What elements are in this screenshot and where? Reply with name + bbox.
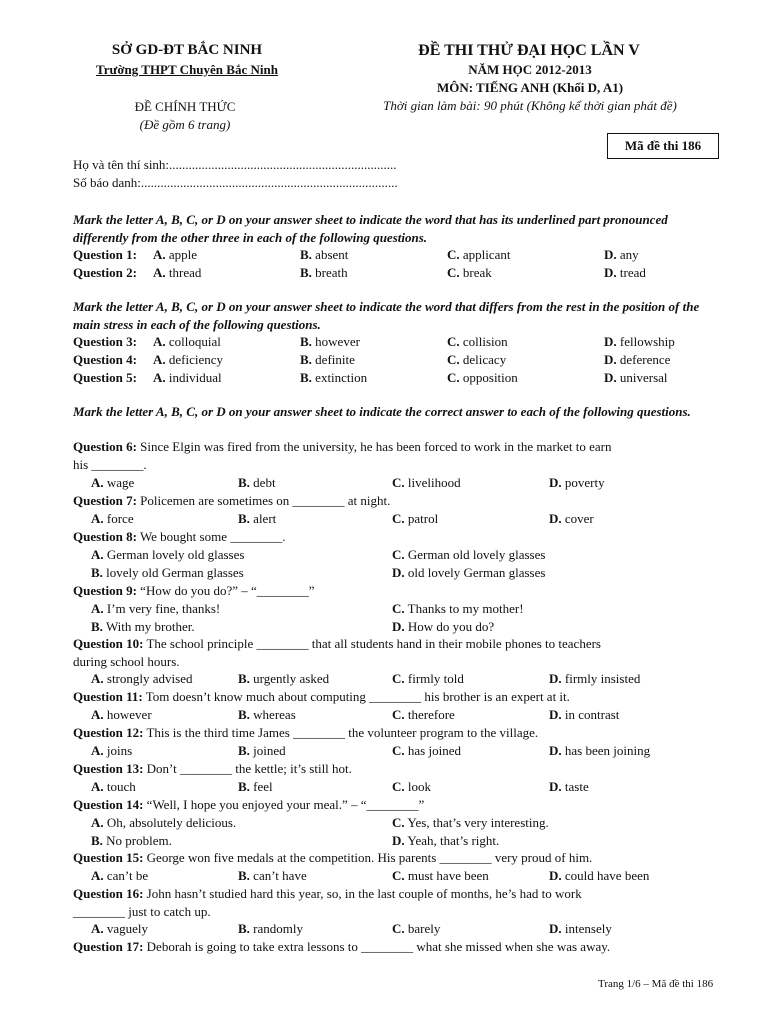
q2-option-b[interactable] <box>300 264 348 282</box>
option-letter: C. <box>392 547 405 562</box>
option-letter: A. <box>91 601 104 616</box>
q13-option-d[interactable] <box>549 778 589 796</box>
q6-option-b[interactable] <box>238 474 276 492</box>
option-text: cover <box>564 511 594 526</box>
q4-option-c[interactable] <box>447 351 506 369</box>
question-number: Question 11: <box>73 689 143 704</box>
q16-option-b[interactable] <box>238 920 303 938</box>
question-10-cont: during school hours. <box>73 654 180 669</box>
q15-option-b[interactable] <box>238 867 307 885</box>
question-6-cont: his ________. <box>73 457 147 472</box>
q12-option-b[interactable] <box>238 742 286 760</box>
q4-option-d[interactable] <box>604 351 670 369</box>
option-text: tread <box>619 265 646 280</box>
q3-option-b[interactable] <box>300 333 360 351</box>
option-letter: D. <box>549 707 562 722</box>
option-text: Thanks to my mother! <box>407 601 524 616</box>
q16-option-c[interactable] <box>392 920 440 938</box>
q7-option-c[interactable] <box>392 510 438 528</box>
q11-option-c[interactable] <box>392 706 455 724</box>
q13-option-c[interactable] <box>392 778 431 796</box>
q12-option-a[interactable] <box>91 742 132 760</box>
option-letter: A. <box>91 868 104 883</box>
option-letter: D. <box>549 743 562 758</box>
q1-option-a[interactable] <box>153 246 197 264</box>
option-letter: B. <box>238 707 250 722</box>
question-text: We bought some ________. <box>139 529 286 544</box>
option-letter: C. <box>447 265 460 280</box>
option-text: individual <box>168 370 222 385</box>
q7-option-a[interactable] <box>91 510 134 528</box>
option-text: alert <box>253 511 277 526</box>
option-text: colloquial <box>168 334 221 349</box>
option-letter: D. <box>392 619 405 634</box>
question-1 <box>73 246 137 264</box>
question-14 <box>73 796 424 814</box>
option-letter: B. <box>238 743 250 758</box>
option-letter: B. <box>300 370 312 385</box>
q15-option-d[interactable] <box>549 867 649 885</box>
option-text: thread <box>168 265 202 280</box>
subject: MÔN: TIẾNG ANH (Khối D, A1) <box>436 80 624 95</box>
option-letter: C. <box>392 921 405 936</box>
option-text: has been joining <box>564 743 651 758</box>
option-text: whereas <box>253 707 296 722</box>
school-year: NĂM HỌC 2012-2013 <box>468 62 592 77</box>
question-11 <box>73 688 570 706</box>
option-letter: C. <box>392 743 405 758</box>
option-text: in contrast <box>564 707 620 722</box>
option-text: definite <box>315 352 355 367</box>
q4-option-b[interactable] <box>300 351 355 369</box>
option-text: lovely old German glasses <box>106 565 244 580</box>
option-text: can’t have <box>253 868 307 883</box>
option-text: old lovely German glasses <box>407 565 546 580</box>
q2-option-c[interactable] <box>447 264 492 282</box>
question-3 <box>73 333 137 351</box>
q15-option-c[interactable] <box>392 867 489 885</box>
option-text: I’m very fine, thanks! <box>106 601 221 616</box>
option-letter: C. <box>447 370 460 385</box>
option-text: patrol <box>407 511 439 526</box>
option-letter: D. <box>604 247 617 262</box>
option-letter: A. <box>91 815 104 830</box>
q9-option-b[interactable] <box>91 618 195 636</box>
option-letter: B. <box>91 833 103 848</box>
option-text: however <box>315 334 360 349</box>
question-number: Question 12: <box>73 725 144 740</box>
question-number: Question 17: <box>73 939 144 954</box>
option-text: could have been <box>564 868 650 883</box>
option-text: barely <box>407 921 441 936</box>
option-letter: D. <box>549 921 562 936</box>
option-text: break <box>462 265 492 280</box>
q10-option-c[interactable] <box>392 670 464 688</box>
option-text: however <box>106 707 152 722</box>
option-letter: C. <box>392 671 405 686</box>
q16-option-d[interactable] <box>549 920 612 938</box>
q11-option-a[interactable] <box>91 706 152 724</box>
question-number: Question 10: <box>73 636 144 651</box>
q5-option-a[interactable] <box>153 369 222 387</box>
q11-option-b[interactable] <box>238 706 296 724</box>
option-letter: A. <box>91 921 104 936</box>
option-letter: C. <box>447 247 460 262</box>
option-letter: A. <box>91 475 104 490</box>
question-number: Question 8: <box>73 529 137 544</box>
q9-option-d[interactable] <box>392 618 494 636</box>
q5-option-b[interactable] <box>300 369 367 387</box>
option-text: German old lovely glasses <box>407 547 546 562</box>
q13-option-a[interactable] <box>91 778 136 796</box>
q13-option-b[interactable] <box>238 778 273 796</box>
option-text: look <box>407 779 432 794</box>
question-10 <box>73 635 601 653</box>
q6-option-d[interactable] <box>549 474 605 492</box>
option-letter: C. <box>392 868 405 883</box>
question-number: Question 15: <box>73 850 144 865</box>
q12-option-d[interactable] <box>549 742 650 760</box>
q5-option-c[interactable] <box>447 369 518 387</box>
q1-option-d[interactable] <box>604 246 639 264</box>
option-text: apple <box>168 247 198 262</box>
q11-option-d[interactable] <box>549 706 619 724</box>
option-letter: C. <box>447 334 460 349</box>
instruction-stress: Mark the letter A, B, C, or D on your answer sheet to indicate the word that differs from the rest in the position of the main stress in each of the following questions. <box>73 299 700 332</box>
option-letter: D. <box>604 265 617 280</box>
official-label: ĐỀ CHÍNH THỨC <box>134 99 236 114</box>
question-text: Tom doesn’t know much about computing ________ his brother is an expert at it. <box>145 689 570 704</box>
option-letter: B. <box>300 334 312 349</box>
option-letter: B. <box>238 921 250 936</box>
option-text: force <box>106 511 134 526</box>
option-letter: B. <box>300 352 312 367</box>
option-letter: B. <box>91 565 103 580</box>
instruction-correct-answer: Mark the letter A, B, C, or D on your answer sheet to indicate the correct answer to each of the following questions. <box>73 404 691 419</box>
option-letter: B. <box>238 475 250 490</box>
option-text: German lovely old glasses <box>106 547 245 562</box>
time-allowed: Thời gian làm bài: 90 phút (Không kể thời gian phát đề) <box>383 98 677 113</box>
q6-option-a[interactable] <box>91 474 134 492</box>
option-letter: C. <box>392 475 405 490</box>
q4-option-a[interactable] <box>153 351 223 369</box>
question-16 <box>73 885 582 903</box>
school-name: Trường THPT Chuyên Bắc Ninh <box>96 62 278 77</box>
option-text: breath <box>315 265 348 280</box>
exam-code-box: Mã đề thi 186 <box>607 133 719 159</box>
option-letter: D. <box>549 475 562 490</box>
question-text: Deborah is going to take extra lessons to ________ what she missed when she was away. <box>146 939 611 954</box>
q2-option-a[interactable] <box>153 264 201 282</box>
question-text: This is the third time James ________ the volunteer program to the village. <box>146 725 539 740</box>
q8-option-a[interactable] <box>91 546 244 564</box>
option-letter: A. <box>91 779 104 794</box>
option-letter: A. <box>91 707 104 722</box>
option-text: strongly advised <box>106 671 193 686</box>
option-text: joined <box>253 743 286 758</box>
question-text: George won five medals at the competition. His parents ________ very proud of him. <box>146 850 593 865</box>
option-text: randomly <box>253 921 303 936</box>
q9-option-a[interactable] <box>91 600 220 618</box>
q7-option-d[interactable] <box>549 510 594 528</box>
option-letter: D. <box>549 511 562 526</box>
option-letter: D. <box>604 334 617 349</box>
question-6 <box>73 438 612 456</box>
option-letter: C. <box>392 511 405 526</box>
option-text: urgently asked <box>253 671 330 686</box>
question-12 <box>73 724 538 742</box>
q16-option-a[interactable] <box>91 920 148 938</box>
q10-option-a[interactable] <box>91 670 192 688</box>
question-4 <box>73 351 137 369</box>
option-letter: B. <box>300 265 312 280</box>
q8-option-d[interactable] <box>392 564 545 582</box>
option-text: extinction <box>315 370 368 385</box>
candidate-id-field[interactable]: Số báo danh:............................................................................... <box>73 175 398 190</box>
q7-option-b[interactable] <box>238 510 276 528</box>
option-letter: D. <box>549 868 562 883</box>
q3-option-d[interactable] <box>604 333 675 351</box>
option-text: touch <box>106 779 136 794</box>
page-footer: Trang 1/6 – Mã đề thi 186 <box>598 978 714 990</box>
option-text: Yes, that’s very interesting. <box>407 815 549 830</box>
option-letter: B. <box>238 779 250 794</box>
option-letter: B. <box>238 511 250 526</box>
option-text: livelihood <box>407 475 461 490</box>
q2-option-d[interactable] <box>604 264 646 282</box>
option-letter: A. <box>153 265 166 280</box>
option-text: firmly insisted <box>564 671 641 686</box>
option-letter: B. <box>300 247 312 262</box>
option-letter: D. <box>392 565 405 580</box>
question-17 <box>73 938 610 956</box>
candidate-name-field[interactable]: Họ và tên thí sinh:...................................................................... <box>73 157 397 172</box>
q15-option-a[interactable] <box>91 867 148 885</box>
q10-option-d[interactable] <box>549 670 640 688</box>
option-letter: A. <box>91 511 104 526</box>
question-number: Question 7: <box>73 493 137 508</box>
question-text: Policemen are sometimes on ________ at night. <box>140 493 391 508</box>
option-text: With my brother. <box>105 619 195 634</box>
q10-option-b[interactable] <box>238 670 329 688</box>
question-text: Don’t ________ the kettle; it’s still hot. <box>146 761 352 776</box>
question-number: Question 5: <box>73 370 137 385</box>
option-letter: B. <box>238 671 250 686</box>
question-number: Question 6: <box>73 439 137 454</box>
question-2 <box>73 264 137 282</box>
option-text: delicacy <box>462 352 507 367</box>
q14-option-b[interactable] <box>91 832 172 850</box>
option-text: must have been <box>407 868 489 883</box>
question-number: Question 14: <box>73 797 144 812</box>
option-letter: A. <box>91 671 104 686</box>
question-5 <box>73 369 137 387</box>
option-text: therefore <box>407 707 455 722</box>
option-text: fellowship <box>619 334 675 349</box>
option-letter: B. <box>238 868 250 883</box>
question-15 <box>73 849 592 867</box>
question-text: “Well, I hope you enjoyed your meal.” – “________” <box>146 797 425 812</box>
option-text: No problem. <box>106 833 172 848</box>
question-13 <box>73 760 352 778</box>
question-7 <box>73 492 390 510</box>
option-text: opposition <box>462 370 518 385</box>
option-letter: C. <box>392 815 405 830</box>
option-letter: C. <box>392 601 405 616</box>
q8-option-b[interactable] <box>91 564 244 582</box>
option-text: How do you do? <box>407 619 495 634</box>
question-number: Question 13: <box>73 761 144 776</box>
q14-option-a[interactable] <box>91 814 236 832</box>
q8-option-c[interactable] <box>392 546 545 564</box>
question-text: John hasn’t studied hard this year, so, in the last couple of months, he’s had to work <box>146 886 582 901</box>
option-text: poverty <box>564 475 605 490</box>
page-count-note: (Đề gồm 6 trang) <box>139 117 231 132</box>
option-letter: A. <box>91 743 104 758</box>
option-text: deficiency <box>168 352 224 367</box>
q5-option-d[interactable] <box>604 369 668 387</box>
question-text: “How do you do?” – “________” <box>140 583 315 598</box>
option-letter: A. <box>153 247 166 262</box>
question-8 <box>73 528 286 546</box>
question-number: Question 4: <box>73 352 137 367</box>
question-9 <box>73 582 315 600</box>
question-text: The school principle ________ that all students hand in their mobile phones to teachers <box>146 636 601 651</box>
q1-option-b[interactable] <box>300 246 348 264</box>
option-text: deference <box>619 352 671 367</box>
option-text: debt <box>253 475 276 490</box>
q3-option-c[interactable] <box>447 333 508 351</box>
instruction-pronunciation: Mark the letter A, B, C, or D on your answer sheet to indicate the word that has its underlined part pronounced differently from the other three in each of the following questions. <box>73 212 668 245</box>
department-title: SỞ GD-ĐT BẮC NINH <box>111 42 263 58</box>
option-letter: D. <box>549 779 562 794</box>
option-text: can’t be <box>106 868 149 883</box>
q9-option-c[interactable] <box>392 600 524 618</box>
option-letter: A. <box>153 370 166 385</box>
option-letter: C. <box>392 707 405 722</box>
option-text: joins <box>106 743 133 758</box>
option-text: intensely <box>564 921 612 936</box>
option-text: firmly told <box>407 671 464 686</box>
q3-option-a[interactable] <box>153 333 221 351</box>
option-text: universal <box>619 370 668 385</box>
question-number: Question 16: <box>73 886 144 901</box>
option-letter: D. <box>604 370 617 385</box>
q6-option-c[interactable] <box>392 474 461 492</box>
option-text: vaguely <box>106 921 149 936</box>
q1-option-c[interactable] <box>447 246 511 264</box>
option-text: any <box>619 247 639 262</box>
question-number: Question 1: <box>73 247 137 262</box>
option-text: wage <box>106 475 135 490</box>
option-letter: A. <box>153 334 166 349</box>
option-text: Yeah, that’s right. <box>407 833 500 848</box>
question-number: Question 2: <box>73 265 137 280</box>
option-text: feel <box>253 779 273 794</box>
option-letter: C. <box>447 352 460 367</box>
q12-option-c[interactable] <box>392 742 461 760</box>
q14-option-d[interactable] <box>392 832 499 850</box>
question-number: Question 9: <box>73 583 137 598</box>
option-letter: A. <box>153 352 166 367</box>
option-letter: D. <box>549 671 562 686</box>
option-letter: D. <box>392 833 405 848</box>
option-text: applicant <box>462 247 511 262</box>
option-text: taste <box>564 779 589 794</box>
option-text: has joined <box>407 743 461 758</box>
option-letter: D. <box>604 352 617 367</box>
option-letter: B. <box>91 619 103 634</box>
q14-option-c[interactable] <box>392 814 549 832</box>
exam-title: ĐỀ THI THỬ ĐẠI HỌC LẦN V <box>418 42 640 59</box>
question-text: Since Elgin was fired from the university, he has been forced to work in the market to earn <box>140 439 612 454</box>
option-text: absent <box>315 247 349 262</box>
option-text: collision <box>462 334 508 349</box>
question-number: Question 3: <box>73 334 137 349</box>
question-16-cont: ________ just to catch up. <box>73 904 211 919</box>
option-text: Oh, absolutely delicious. <box>106 815 237 830</box>
option-letter: A. <box>91 547 104 562</box>
option-letter: C. <box>392 779 405 794</box>
